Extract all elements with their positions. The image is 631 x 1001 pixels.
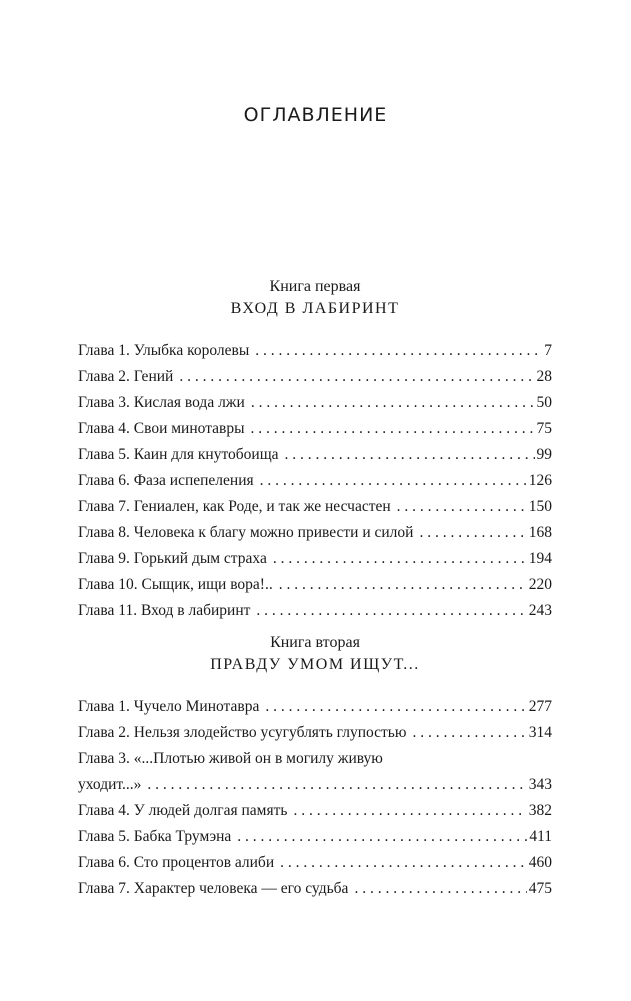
dot-leader [279, 572, 527, 598]
book-label: Книга первая [269, 278, 361, 295]
toc-entry[interactable] [78, 442, 552, 468]
dot-leader [256, 598, 526, 624]
toc-entry[interactable] [78, 798, 552, 824]
toc-entry[interactable] [78, 824, 552, 850]
page-number: 150 [528, 498, 552, 515]
toc-entry[interactable] [78, 720, 552, 746]
dot-leader [251, 416, 535, 442]
page-number: 277 [528, 698, 552, 715]
page-number: 126 [528, 472, 552, 489]
dot-leader [354, 876, 526, 902]
page-number: 50 [536, 394, 552, 411]
book-section-1 [78, 276, 552, 624]
toc-entry[interactable] [78, 390, 552, 416]
dot-leader [237, 824, 527, 850]
dot-leader [397, 494, 527, 520]
toc-entry[interactable] [78, 416, 552, 442]
toc-entry[interactable] [78, 338, 552, 364]
toc-list [78, 694, 552, 902]
chapter-title-continued: уходит...» [78, 776, 142, 793]
chapter-title: Глава 4. Свои минотавры [78, 420, 245, 437]
page-number: 411 [529, 828, 552, 845]
page-number: 194 [528, 550, 552, 567]
chapter-title: Глава 1. Чучело Минотавра [78, 698, 260, 715]
page-number: 460 [528, 854, 552, 871]
chapter-title: Глава 5. Бабка Трумэна [78, 828, 232, 845]
chapter-title: Глава 5. Каин для кнутобоища [78, 446, 279, 463]
dot-leader [147, 772, 526, 798]
page-number: 475 [528, 880, 552, 897]
page-number: 7 [544, 342, 552, 359]
page-title: ОГЛАВЛЕНИЕ [243, 104, 388, 126]
chapter-title: Глава 3. «...Плотью живой он в могилу живую [78, 750, 383, 767]
dot-leader [179, 364, 534, 390]
dot-leader [280, 850, 527, 876]
toc-entry[interactable] [78, 850, 552, 876]
chapter-title: Глава 9. Горький дым страха [78, 550, 267, 567]
toc-entry[interactable] [78, 468, 552, 494]
toc-entry[interactable] [78, 364, 552, 390]
page-number: 28 [536, 368, 552, 385]
dot-leader [260, 468, 527, 494]
dot-leader [419, 520, 526, 546]
toc-entry[interactable] [78, 694, 552, 720]
chapter-title: Глава 2. Нельзя злодейство усугублять глупостью [78, 724, 407, 741]
book-label: Книга вторая [270, 634, 360, 651]
chapter-title: Глава 7. Гениален, как Роде, и так же несчастен [78, 498, 391, 515]
dot-leader [293, 798, 526, 824]
dot-leader [412, 720, 526, 746]
chapter-title: Глава 4. У людей долгая память [78, 802, 288, 819]
page-number: 99 [536, 446, 552, 463]
page-number: 168 [528, 524, 552, 541]
dot-leader [265, 694, 526, 720]
chapter-title: Глава 7. Характер человека — его судьба [78, 880, 349, 897]
dot-leader [255, 338, 542, 364]
toc-entry[interactable] [78, 520, 552, 546]
chapter-title: Глава 6. Фаза испепеления [78, 472, 254, 489]
book-title: ВХОД В ЛАБИРИНТ [230, 300, 400, 317]
dot-leader [251, 390, 535, 416]
book-title: ПРАВДУ УМОМ ИЩУТ... [210, 656, 420, 673]
page-number: 382 [528, 802, 552, 819]
chapter-title: Глава 1. Улыбка королевы [78, 342, 250, 359]
toc-entry-line-1[interactable] [78, 746, 552, 772]
page-number: 75 [536, 420, 552, 437]
toc-entry[interactable] [78, 598, 552, 624]
chapter-title: Глава 11. Вход в лабиринт [78, 602, 251, 619]
page-number: 314 [528, 724, 552, 741]
chapter-title: Глава 3. Кислая вода лжи [78, 394, 245, 411]
dot-leader [273, 546, 527, 572]
page-number: 220 [528, 576, 552, 593]
book-section-2 [78, 632, 552, 902]
page-number: 243 [528, 602, 552, 619]
toc-entry[interactable] [78, 876, 552, 902]
toc-entry-line-2[interactable] [78, 772, 552, 798]
toc-list [78, 338, 552, 624]
chapter-title: Глава 6. Сто процентов алиби [78, 854, 275, 871]
dot-leader [285, 442, 535, 468]
toc-entry[interactable] [78, 572, 552, 598]
chapter-title: Глава 8. Человека к благу можно привести и силой [78, 524, 414, 541]
chapter-title: Глава 10. Сыщик, ищи вора!.. [78, 576, 273, 593]
page-number: 343 [528, 776, 552, 793]
chapter-title: Глава 2. Гений [78, 368, 174, 385]
toc-entry[interactable] [78, 494, 552, 520]
toc-entry[interactable] [78, 546, 552, 572]
